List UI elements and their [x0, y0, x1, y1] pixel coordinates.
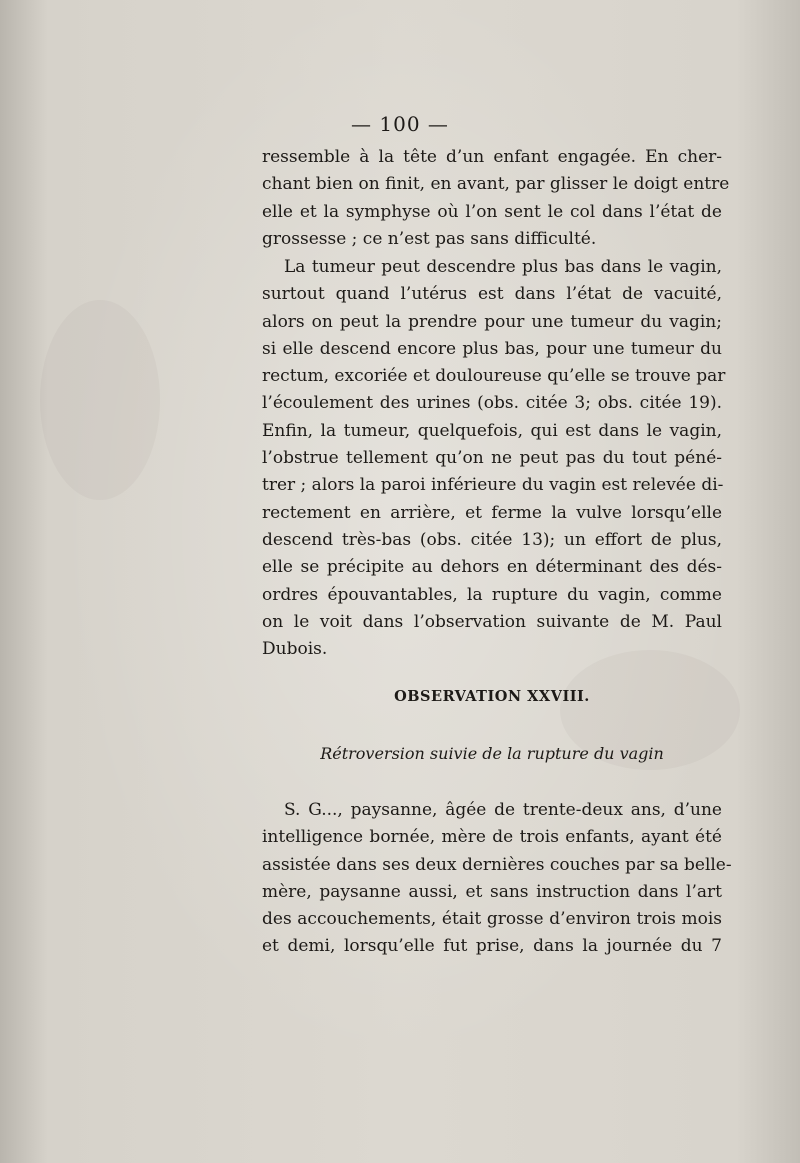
paragraph-tumeur: [262, 254, 726, 663]
text-line: des accouchements, était grosse d’environ trois mois: [262, 909, 722, 930]
text-line: rectement en arrière, et ferme la vulve lorsqu’elle: [262, 502, 722, 523]
text-line: Dubois.: [262, 639, 328, 660]
text-line: grossesse ; ce n’est pas sans difficulté.: [262, 228, 597, 249]
observation-subheading: Rétroversion suivie de la rupture du vagin: [320, 744, 664, 763]
text-line: ressemble à la tête d’un enfant engagée. En cher-: [262, 147, 722, 167]
paper-stain: [40, 300, 160, 500]
text-line: elle se précipite au dehors en déterminant des dés-: [262, 557, 722, 578]
paragraph-observation: [262, 797, 732, 961]
text-line: ordres épouvantables, la rupture du vagin, comme: [262, 584, 722, 605]
observation-heading: OBSERVATION XXVIII.: [394, 688, 590, 705]
text-line: on le voit dans l’observation suivante de M. Paul: [262, 611, 722, 632]
text-line: La tumeur peut descendre plus bas dans le vagin,: [284, 257, 722, 277]
text-line: chant bien on finit, en avant, par glisser le doigt entre: [262, 174, 730, 195]
text-line: surtout quand l’utérus est dans l’état de vacuité,: [262, 284, 722, 305]
text-line: Enfin, la tumeur, quelquefois, qui est dans le vagin,: [262, 420, 722, 441]
text-line: rectum, excoriée et douloureuse qu’elle se trouve par: [262, 366, 726, 387]
text-line: l’écoulement des urines (obs. citée 3; obs. citée 19).: [262, 393, 722, 414]
text-line: si elle descend encore plus bas, pour une tumeur du: [262, 338, 722, 359]
page-number: — 100 —: [351, 112, 449, 136]
text-line: l’obstrue tellement qu’on ne peut pas du tout péné-: [262, 448, 722, 469]
text-line: et demi, lorsqu’elle fut prise, dans la journée du 7: [262, 936, 722, 957]
text-line: assistée dans ses deux dernières couches par sa belle-: [262, 854, 732, 875]
text-line: S. G..., paysanne, âgée de trente-deux ans, d’une: [284, 800, 722, 820]
text-line: alors on peut la prendre pour une tumeur du vagin;: [262, 311, 722, 332]
text-line: elle et la symphyse où l’on sent le col dans l’état de: [262, 201, 722, 222]
text-line: trer ; alors la paroi inférieure du vagin est relevée di-: [262, 475, 724, 496]
text-line: descend très-bas (obs. citée 13); un effort de plus,: [262, 529, 722, 550]
paragraph-continuation: [262, 144, 730, 253]
text-line: mère, paysanne aussi, et sans instruction dans l’art: [262, 881, 722, 902]
text-line: intelligence bornée, mère de trois enfants, ayant été: [262, 827, 722, 848]
